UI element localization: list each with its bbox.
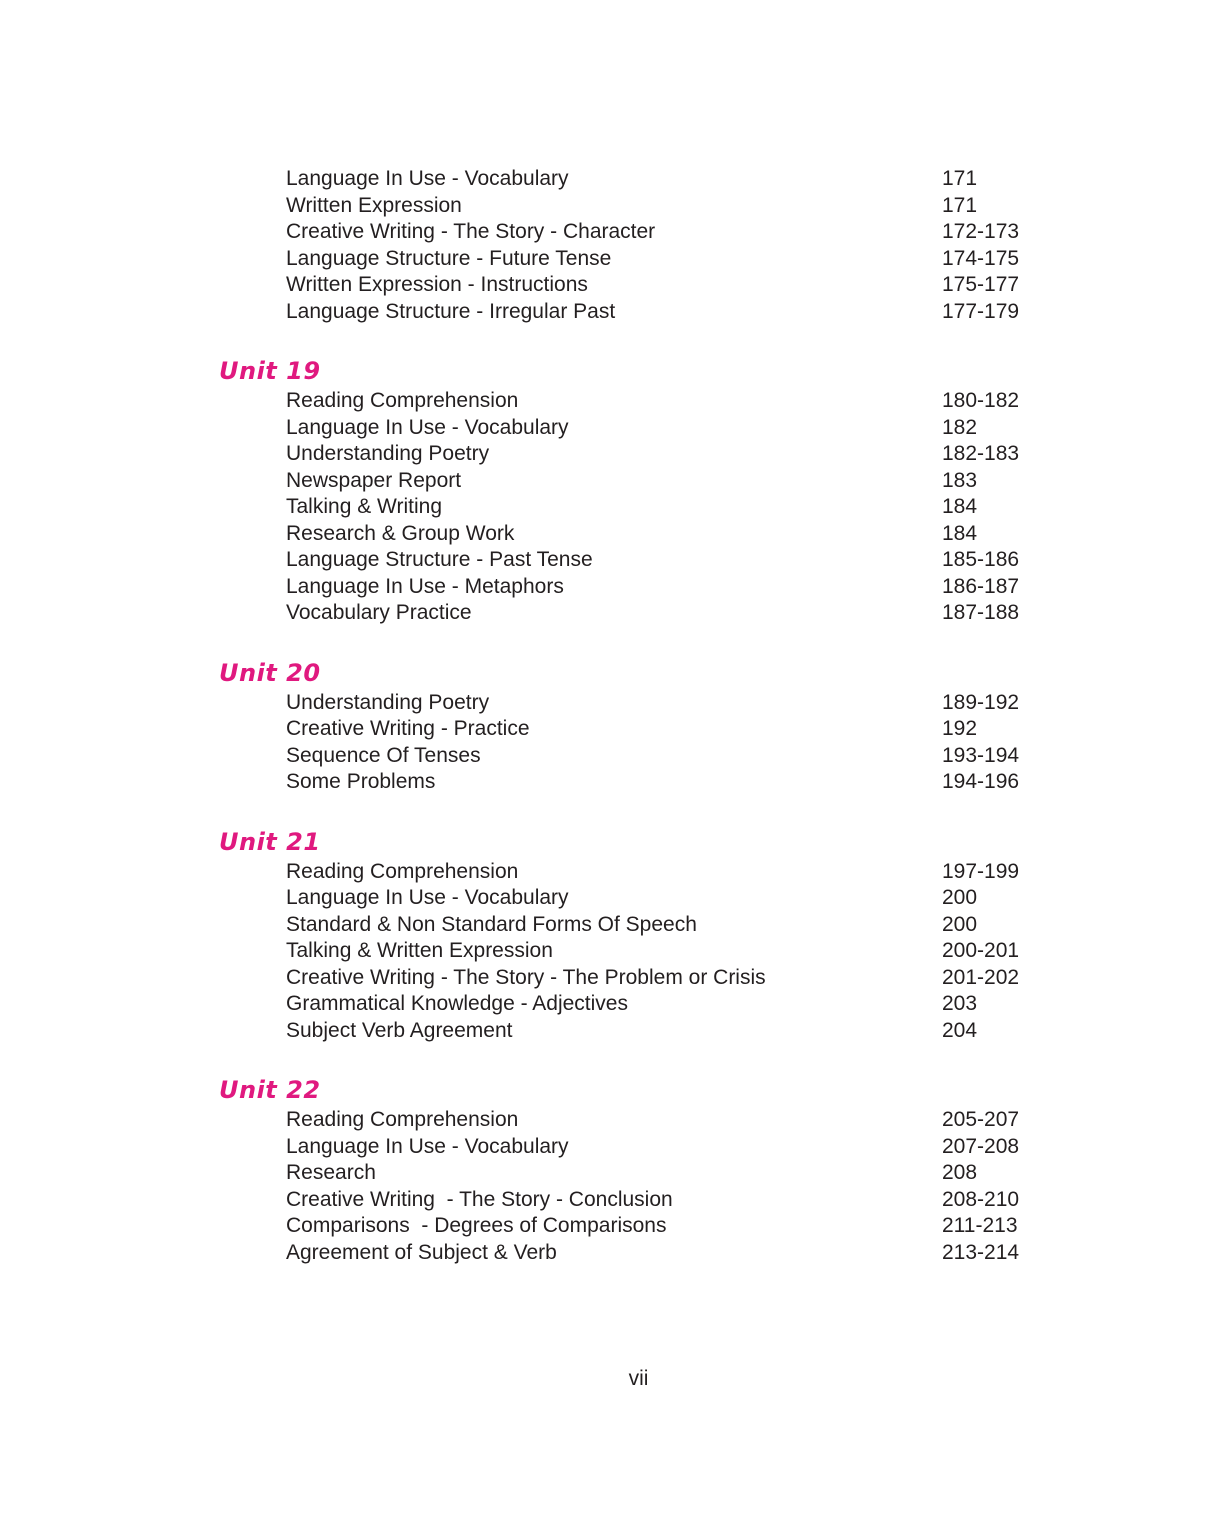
toc-entry: [0, 521, 1205, 548]
entry-title: Grammatical Knowledge - Adjectives: [286, 992, 628, 1015]
entry-title: Language In Use - Metaphors: [286, 574, 564, 598]
entry-title: Agreement of Subject & Verb: [286, 1240, 557, 1264]
page-number: vii: [628, 1367, 649, 1390]
entry-pages: 194-196: [942, 770, 1020, 793]
toc-entry: [0, 1134, 1205, 1161]
entry-title: Creative Writing - The Story - The Problem or Crisis: [286, 965, 766, 989]
entry-title: Comparisons - Degrees of Comparisons: [286, 1214, 667, 1237]
unit-section: [0, 656, 1205, 825]
section-spacer: [0, 1044, 1205, 1073]
unit-heading: Unit 21: [219, 827, 321, 856]
entry-title: Language In Use - Vocabulary: [286, 415, 569, 439]
entry-pages: 184: [942, 495, 978, 518]
entry-list: [0, 859, 1205, 1045]
toc-entry: [0, 938, 1205, 965]
entry-title: Research & Group Work: [286, 521, 515, 545]
entry-pages: 205-207: [942, 1108, 1020, 1131]
entry-title: Newspaper Report: [286, 468, 462, 492]
entry-pages: 182-183: [942, 442, 1020, 465]
toc-entry: [0, 193, 1205, 220]
entry-title: Written Expression - Instructions: [286, 273, 588, 296]
entry-title: Vocabulary Practice: [286, 601, 472, 624]
toc-entry: [0, 1018, 1205, 1045]
entry-pages: 186-187: [942, 574, 1020, 598]
entry-pages: 201-202: [942, 965, 1020, 989]
entry-pages: 175-177: [942, 273, 1020, 296]
entry-title: Talking & Written Expression: [286, 939, 553, 962]
entry-pages: 203: [942, 992, 978, 1015]
toc-entry: [0, 991, 1205, 1018]
entry-pages: 207-208: [942, 1134, 1020, 1158]
entry-title: Talking & Writing: [286, 495, 443, 518]
unit-heading: Unit 20: [219, 658, 321, 687]
toc-entry: [0, 600, 1205, 627]
entry-title: Understanding Poetry: [286, 690, 490, 714]
toc-entry: [0, 219, 1205, 246]
entry-pages: 174-175: [942, 246, 1020, 270]
toc-entry: [0, 246, 1205, 273]
entry-list: [0, 388, 1205, 627]
entry-title: Research: [286, 1161, 376, 1184]
toc-entry: [0, 1160, 1205, 1187]
section-spacer: [0, 627, 1205, 656]
entry-pages: 180-182: [942, 389, 1020, 412]
entry-title: Creative Writing - The Story - Character: [286, 220, 656, 243]
unit-section: [0, 1073, 1205, 1266]
toc-entry: [0, 912, 1205, 939]
entry-list: [0, 1107, 1205, 1266]
toc-entry: [0, 574, 1205, 601]
unit-heading: Unit 22: [219, 1076, 321, 1104]
toc-entry: [0, 690, 1205, 717]
entry-title: Standard & Non Standard Forms Of Speech: [286, 912, 697, 936]
entry-pages: 184: [942, 521, 978, 545]
entry-pages: 192: [942, 717, 978, 740]
entry-pages: 204: [942, 1018, 978, 1042]
entry-pages: 197-199: [942, 859, 1020, 883]
entry-title: Language Structure - Irregular Past: [286, 299, 616, 323]
entry-title: Language In Use - Vocabulary: [286, 167, 569, 190]
entry-title: Language Structure - Future Tense: [286, 246, 612, 270]
entry-list: [0, 166, 1205, 325]
toc-entry: [0, 547, 1205, 574]
entry-pages: 189-192: [942, 690, 1020, 714]
toc-entry: [0, 388, 1205, 415]
entry-pages: 211-213: [942, 1214, 1018, 1237]
entry-list: [0, 690, 1205, 796]
continued-section: [0, 166, 1205, 354]
toc-entry: [0, 1240, 1205, 1267]
entry-pages: 171: [942, 167, 978, 190]
entry-pages: 185-186: [942, 548, 1020, 571]
toc-entry: [0, 468, 1205, 495]
entry-title: Written Expression: [286, 193, 462, 217]
entry-title: Language In Use - Vocabulary: [286, 1134, 569, 1158]
unit-section: [0, 354, 1205, 656]
toc-entry: [0, 415, 1205, 442]
unit-heading: Unit 19: [219, 357, 321, 385]
entry-pages: 213-214: [942, 1240, 1020, 1264]
entry-title: Reading Comprehension: [286, 1108, 519, 1131]
entry-pages: 183: [942, 468, 978, 492]
entry-pages: 172-173: [942, 220, 1020, 243]
toc-entry: [0, 1213, 1205, 1240]
toc-entry: [0, 769, 1205, 796]
section-spacer: [0, 796, 1205, 825]
entry-title: Reading Comprehension: [286, 859, 519, 883]
toc-entry: [0, 716, 1205, 743]
entry-pages: 187-188: [942, 601, 1020, 624]
entry-pages: 182: [942, 415, 978, 439]
entry-title: Understanding Poetry: [286, 442, 490, 465]
entry-title: Sequence Of Tenses: [286, 743, 481, 767]
toc-entry: [0, 965, 1205, 992]
entry-title: Language Structure - Past Tense: [286, 548, 593, 571]
entry-title: Language In Use - Vocabulary: [286, 886, 569, 909]
toc-entry: [0, 299, 1205, 326]
toc-entry: [0, 166, 1205, 193]
entry-pages: 177-179: [942, 299, 1020, 323]
entry-title: Reading Comprehension: [286, 389, 519, 412]
entry-pages: 208-210: [942, 1187, 1020, 1211]
toc-entry: [0, 441, 1205, 468]
toc-entry: [0, 859, 1205, 886]
entry-pages: 208: [942, 1161, 978, 1184]
entry-title: Creative Writing - The Story - Conclusion: [286, 1187, 673, 1211]
entry-pages: 171: [942, 193, 978, 217]
toc-entry: [0, 1107, 1205, 1134]
section-spacer: [0, 325, 1205, 354]
entry-pages: 200: [942, 886, 978, 909]
entry-title: Subject Verb Agreement: [286, 1018, 513, 1042]
toc-entry: [0, 272, 1205, 299]
entry-pages: 193-194: [942, 743, 1020, 767]
entry-pages: 200: [942, 912, 978, 936]
entry-pages: 200-201: [942, 939, 1020, 962]
entry-title: Some Problems: [286, 770, 436, 793]
toc-entry: [0, 885, 1205, 912]
toc-entry: [0, 494, 1205, 521]
toc-entry: [0, 743, 1205, 770]
entry-title: Creative Writing - Practice: [286, 717, 530, 740]
toc-entry: [0, 1187, 1205, 1214]
table-of-contents: [0, 166, 1205, 1266]
unit-section: [0, 825, 1205, 1074]
